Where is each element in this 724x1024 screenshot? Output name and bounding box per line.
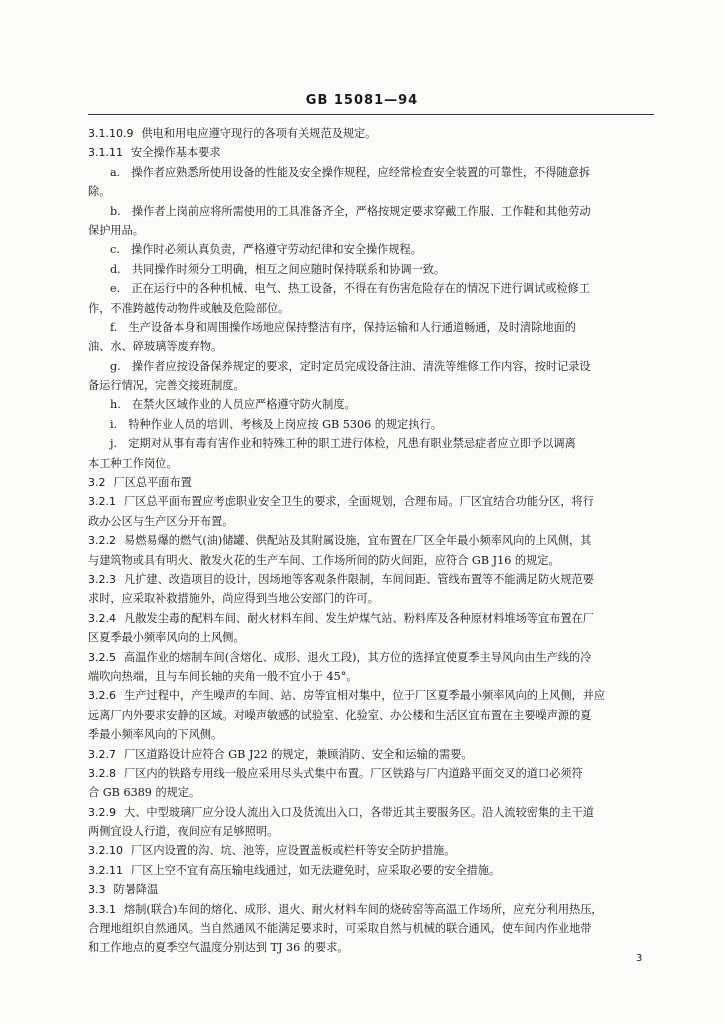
text-line <box>88 745 654 764</box>
clause-text: g. 操作者应按设备保养规定的要求，定时定员完成设备注油、清洗等维修工作内容，按时记录设 <box>110 359 591 373</box>
text-line <box>88 221 654 240</box>
document-body <box>88 124 654 958</box>
clause-text: 易燃易爆的燃气(油)储罐、供配站及其附属设施，宜布置在厂区全年最小频率风向的上风侧，其 <box>124 534 592 548</box>
clause-text: a. 操作者应熟悉所使用设备的性能及安全操作规程，应经常检查安全装置的可靠性，不得随意拆 <box>110 165 591 179</box>
text-line <box>88 861 654 880</box>
clause-text: 与建筑物或具有明火、散发火花的生产车间、工作场所间的防火间距，应符合 GB J16 的规定。 <box>88 553 560 567</box>
text-line <box>88 124 654 143</box>
clause-text: 作，不准跨越传动物件或触及危险部位。 <box>88 301 290 315</box>
clause-text: 安全操作基本要求 <box>131 146 221 160</box>
text-line <box>88 395 654 414</box>
clause-text: d. 共同操作时须分工明确，相互之间应随时保持联系和协调一致。 <box>110 262 446 276</box>
clause-text: h. 在禁火区域作业的人员应严格遵守防火制度。 <box>110 398 356 412</box>
clause-text: 熔制(联合)车间的熔化、成形、退火、耐火材料车间的烧砖窑等高温工作场所，应充分利用热压， <box>124 902 603 916</box>
text-line <box>88 938 654 957</box>
text-line <box>88 454 654 473</box>
clause-text: 政办公区与生产区分开布置。 <box>88 514 234 528</box>
clause-text: 远离厂内外要求安静的区域。对噪声敏感的试验室、化验室、办公楼和生活区宜布置在主要噪声源的夏 <box>88 708 592 722</box>
clause-number: 3.2.4 <box>88 611 116 625</box>
standard-header: GB 15081—94 <box>305 93 419 108</box>
clause-number: 3.1.10.9 <box>88 127 134 140</box>
text-line <box>88 880 654 899</box>
clause-text: 厂区道路设计应符合 GB J22 的规定，兼顾消防、安全和运输的需要。 <box>124 747 473 761</box>
text-line <box>88 609 654 628</box>
text-line <box>88 240 654 259</box>
text-line <box>88 589 654 608</box>
clause-number: 3.2.11 <box>88 863 123 877</box>
text-line <box>88 822 654 841</box>
text-line <box>88 260 654 279</box>
text-line <box>88 764 654 783</box>
text-line <box>88 318 654 337</box>
header-rule <box>88 114 654 115</box>
text-line <box>88 919 654 938</box>
clause-text: 合 GB 6389 的规定。 <box>88 786 201 800</box>
clause-text: 本工种工作岗位。 <box>88 456 178 470</box>
text-line <box>88 686 654 705</box>
text-line <box>88 531 654 550</box>
clause-number: 3.2.3 <box>88 572 116 586</box>
clause-text: 防暑降温 <box>113 883 159 897</box>
clause-text: c. 操作时必须认真负责，严格遵守劳动纪律和安全操作规程。 <box>110 243 422 257</box>
page-number: 3 <box>636 953 643 964</box>
text-line <box>88 299 654 318</box>
text-line <box>88 725 654 744</box>
clause-text: 厂区总平面布置 <box>113 476 192 490</box>
clause-text: 端吹向热端，且与车间长轴的夹角一般不宜小于 45°。 <box>88 669 358 683</box>
clause-text: 厂区总平面布置应考虑职业安全卫生的要求，全面规划，合理布局。厂区宜结合功能分区，将行 <box>124 495 594 509</box>
text-line <box>88 841 654 860</box>
clause-number: 3.2.9 <box>88 805 116 819</box>
clause-number: 3.3.1 <box>88 902 116 916</box>
clause-number: 3.2.10 <box>88 844 123 858</box>
text-line <box>88 357 654 376</box>
clause-number: 3.2.7 <box>88 747 116 761</box>
text-line <box>88 512 654 531</box>
text-line <box>88 143 654 162</box>
clause-text: b. 操作者上岗前应将所需使用的工具准备齐全，严格按规定要求穿戴工作服、工作鞋和其他劳动 <box>110 204 591 218</box>
text-line <box>88 706 654 725</box>
clause-number: 3.1.11 <box>88 146 123 160</box>
clause-text: 季最小频率风向的下风侧。 <box>88 728 223 742</box>
clause-text: j. 定期对从事有毒有害作业和特殊工种的职工进行体检，凡患有职业禁忌症者应立即予以调离 <box>110 437 576 451</box>
text-line <box>88 376 654 395</box>
clause-text: f. 生产设备本身和周围操作场地应保持整洁有序，保持运输和人行通道畅通，及时清除地面的 <box>110 320 576 334</box>
text-line <box>88 279 654 298</box>
clause-text: 求时，应采取补救措施外，尚应得到当地公安部门的许可。 <box>88 592 379 606</box>
text-line <box>88 783 654 802</box>
clause-text: 高温作业的熔制车间(含熔化、成形、退火工段)，其方位的选择宜使夏季主导风向由生产线的冷 <box>124 650 592 664</box>
text-line <box>88 163 654 182</box>
clause-text: 厂区内的铁路专用线一般应采用尽头式集中布置。厂区铁路与厂内道路平面交叉的道口必须符 <box>124 766 583 780</box>
clause-text: i. 特种作业人员的培训、考核及上岗应按 GB 5306 的规定执行。 <box>110 417 442 431</box>
clause-text: 备运行情况，完善交接班制度。 <box>88 379 245 393</box>
clause-text: 合理地组织自然通风。当自然通风不能满足要求时，可采取自然与机械的联合通风，使车间内作业地带 <box>88 922 592 936</box>
text-line <box>88 551 654 570</box>
text-line <box>88 473 654 492</box>
text-line <box>88 434 654 453</box>
clause-text: 除。 <box>88 185 111 199</box>
text-line <box>88 182 654 201</box>
clause-text: 凡散发尘毒的配料车间、耐火材料车间、发生炉煤气站、粉料库及各种原材料堆场等宜布置在厂 <box>124 611 594 625</box>
clause-text: 凡扩建、改造项目的设计，因场地等客观条件限制，车间间距、管线布置等不能满足防火规范要 <box>124 572 594 586</box>
clause-text: 和工作地点的夏季空气温度分别达到 TJ 36 的要求。 <box>88 941 349 955</box>
clause-text: 区夏季最小频率风向的上风侧。 <box>88 631 245 645</box>
clause-number: 3.2.8 <box>88 766 116 780</box>
text-line <box>88 415 654 434</box>
text-line <box>88 570 654 589</box>
text-line <box>88 648 654 667</box>
clause-text: e. 正在运行中的各种机械、电气、热工设备，不得在有伤害危险存在的情况下进行调试或检修工 <box>110 282 591 296</box>
text-line <box>88 492 654 511</box>
clause-text: 油、水、碎玻璃等废弃物。 <box>88 340 223 354</box>
clause-text: 厂区上空不宜有高压输电线通过，如无法避免时，应采取必要的安全措施。 <box>131 863 501 877</box>
clause-text: 保护用品。 <box>88 223 144 237</box>
text-line <box>88 337 654 356</box>
text-line <box>88 628 654 647</box>
clause-text: 大、中型玻璃厂应分设人流出入口及货流出入口，各带近其主要服务区。沿人流较密集的主干道 <box>124 805 594 819</box>
text-line <box>88 900 654 919</box>
clause-number: 3.2.5 <box>88 650 116 664</box>
clause-number: 3.2.6 <box>88 689 116 703</box>
text-line <box>88 803 654 822</box>
clause-number: 3.2.2 <box>88 534 116 548</box>
text-line <box>88 202 654 221</box>
clause-text: 生产过程中，产生噪声的车间、站、房等宜相对集中，位于厂区夏季最小频率风向的上风侧，并应 <box>124 689 606 703</box>
clause-number: 3.2.1 <box>88 495 116 509</box>
clause-number: 3.2 <box>88 476 106 490</box>
text-line <box>88 667 654 686</box>
clause-text: 两侧宜设人行道，夜间应有足够照明。 <box>88 825 279 839</box>
clause-text: 供电和用电应遵守现行的各项有关规范及规定。 <box>141 127 377 140</box>
clause-text: 厂区内设置的沟、坑、池等，应设置盖板或栏杆等安全防护措施。 <box>131 844 456 858</box>
clause-number: 3.3 <box>88 883 106 897</box>
